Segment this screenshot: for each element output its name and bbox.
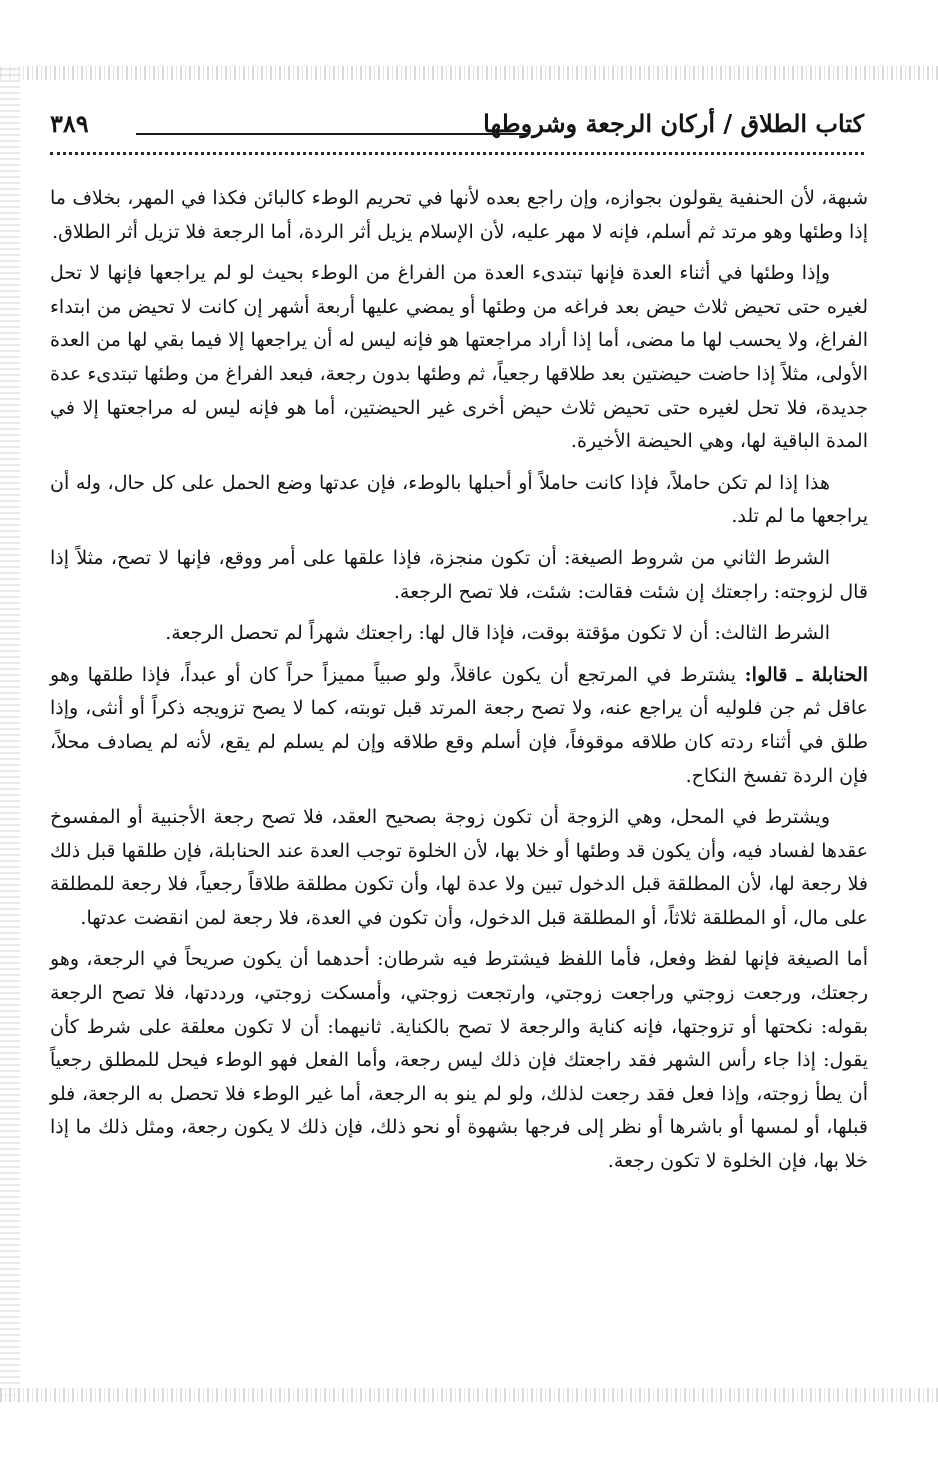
paragraph-hanabila <box>50 659 868 793</box>
header-rule <box>136 133 528 135</box>
scan-edge-bottom <box>0 1388 938 1402</box>
scan-edge-top <box>0 66 938 80</box>
page-number: ٣٨٩ <box>50 109 89 138</box>
scan-edge-side <box>0 66 20 1402</box>
hanabila-lead: الحنابلة ـ قالوا: <box>744 663 868 686</box>
paragraph-second-condition: الشرط الثاني من شروط الصيغة: أن تكون منجزة، فإذا علقها على أمر ووقع، فإنها لا تصح، مثلاً إذا قال لزوجته: راجعتك إن شئت فقالت: شئت، فلا تصح الرجعة. <box>50 546 868 603</box>
hanabila-text: يشترط في المرتجع أن يكون عاقلاً، ولو صبياً مميزاً حراً كان أو عبداً، فإذا طلقها وهو عاقل ثم جن فلوليه أن يراجع عنه، ولا تصح رجعة المرتد قبل توبته، كما لا يصح تزويجه ذكراً أو أنثى، وإذا طلق في أثناء ردته كان طلاقه موقوفاً، فإن أسلم وقع طلاقه وإن لم يسلم لم يقع، لأنه لم يصادف محلاً، فإن الردة تفسخ النكاح. <box>50 663 868 787</box>
page-header <box>50 106 864 146</box>
page-body <box>50 182 868 1187</box>
paragraph-sigha: أما الصيغة فإنها لفظ وفعل، فأما اللفظ فيشترط فيه شرطان: أحدهما أن يكون صريحاً في الرجعة، وهو رجعتك، ورجعت زوجتي وراجعت زوجتي، وارتجعت زوجتي، وأمسكت زوجتي، ورددتها، فلا تصح الرجعة بقوله: نكحتها أو تزوجتها، فإنه كناية والرجعة لا تصح بالكناية. ثانيهما: أن لا تكون معلقة على شرط كأن يقول: إذا جاء رأس الشهر فقد راجعتك فإن ذلك ليس رجعة، وأما الفعل فهو الوطء فيحل للمطلق رجعياً أن يطأ زوجته، وإذا فعل فقد رجعت لذلك، ولو لم ينو به الرجعة، أما غير الوطء فلا تحصل به الرجعة، فلو قبلها، أو لمسها أو باشرها أو نظر إلى فرجها بشهوة أو نحو ذلك، فإن ذلك لا يكون رجعة، ومثل ذلك ما إذا خلا بها، فإن الخلوة لا تكون رجعة. <box>50 948 868 1173</box>
paragraph-continuation: شبهة، لأن الحنفية يقولون بجوازه، وإن راجع بعده لأنها في تحريم الوطء كالبائن فكذا في المهر، بخلاف ما إذا وطئها وهو مرتد ثم أسلم، فإنه لا مهر عليه، لأن الإسلام يزيل أثر الردة، أما الرجعة فلا تزيل أثر الطلاق. <box>50 187 868 243</box>
running-title: كتاب الطلاق / أركان الرجعة وشروطها <box>483 109 864 138</box>
paragraph-waty-fil-idda: وإذا وطئها في أثناء العدة فإنها تبتدىء العدة من الفراغ من الوطء بحيث لو لم يراجعها فإنها لا تحل لغيره حتى تحيض ثلاث حيض بعد فراغه من وطئها أو يمضي عليها أربعة أشهر إن كانت لا تحيض من ابتداء الفراغ، ولا يحسب لها ما مضى، أما إذا أراد مراجعتها هو فإنه ليس له أن يراجعها إلا فيما بقي لها من العدة الأولى، مثلاً إذا حاضت حيضتين بعد طلاقها رجعياً، ثم وطئها بدون رجعة، فبعد الفراغ من وطئها تبتدىء عدة جديدة، فلا تحل لغيره حتى تحيض ثلاث حيض أخرى غير الحيضتين، أما هو فإنه ليس له مراجعتها إلا في المدة الباقية لها، وهي الحيضة الأخيرة. <box>50 262 868 453</box>
paragraph-mahall: ويشترط في المحل، وهي الزوجة أن تكون زوجة بصحيح العقد، فلا تصح رجعة الأجنبية أو المفسوخ عقدها لفساد فيه، وأن يكون قد وطئها أو خلا بها، لأن الخلوة توجب العدة عند الحنابلة، فإن طلقها قبل ذلك فلا رجعة لها، لأن المطلقة قبل الدخول تبين ولا عدة لها، وأن تكون مطلقة طلاقاً رجعياً، فلا رجعة للمطلقة على مال، أو المطلقة ثلاثاً، أو المطلقة قبل الدخول، وأن تكون في العدة، فلا رجعة لمن انقضت عدتها. <box>50 806 868 929</box>
paragraph-third-condition: الشرط الثالث: أن لا تكون مؤقتة بوقت، فإذا قال لها: راجعتك شهراً لم تحصل الرجعة. <box>165 622 830 645</box>
paragraph-hamil: هذا إذا لم تكن حاملاً، فإذا كانت حاملاً أو أحبلها بالوطء، فإن عدتها وضع الحمل على كل حال، وله أن يراجعها ما لم تلد. <box>50 471 868 528</box>
dotted-separator <box>50 152 864 155</box>
